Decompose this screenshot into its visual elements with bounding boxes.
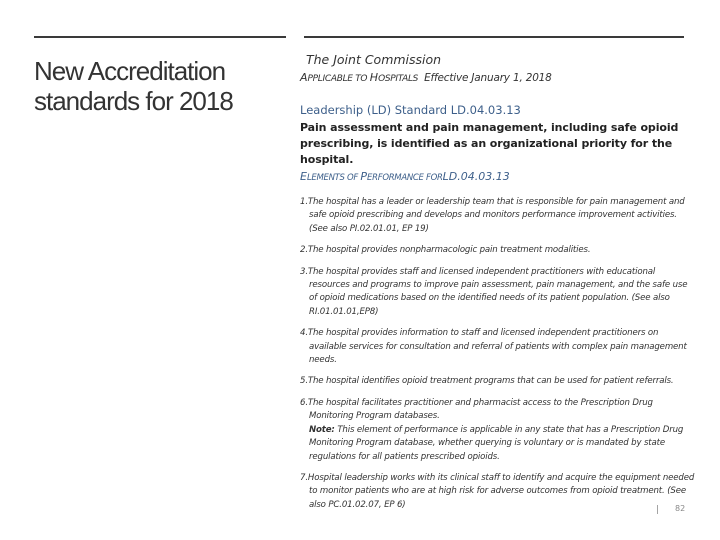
eop-heading <box>300 169 695 186</box>
standard-heading: Leadership (LD) Standard LD.04.03.13 <box>300 103 521 117</box>
list-item: 7.Hospital leadership works with its clinical staff to identify and acquire the equipment needed to monitor patients who are at high risk for adverse outcomes from opioid treatment. (See also PC.01.02.07, EP 6) <box>300 472 695 510</box>
page-number: 82 <box>675 504 686 513</box>
right-divider <box>304 36 684 38</box>
list-item-with-note <box>300 397 695 464</box>
eop-initial: E <box>300 170 307 183</box>
eop-list <box>300 196 695 512</box>
list-item: 5.The hospital identifies opioid treatment programs that can be used for patient referrals. <box>300 376 674 387</box>
eop-rest: ERFORMANCE FOR <box>367 173 443 183</box>
organization-name: The Joint Commission <box>306 52 442 67</box>
note-text: This element of performance is applicable in any state that has a Prescription Drug Monitoring Program database, whether querying is voluntary or is mandated by state regulations for all patients prescribed opioids. <box>309 424 684 462</box>
list-item: 1.The hospital has a leader or leadership team that is responsible for pain management and safe opioid prescribing and develops and monitors performance improvement activities. (See also PI.02.01.01, EP 19) <box>300 197 685 234</box>
left-divider <box>34 36 286 38</box>
list-item-text: 6.The hospital facilitates practitioner and pharmacist access to the Prescription Drug Monitoring Program databases. <box>300 397 653 422</box>
hospitals-initial: H <box>369 71 379 84</box>
applicable-rest: PPLICABLE TO <box>307 74 370 84</box>
note-label: Note: <box>309 424 335 435</box>
list-item: 2.The hospital provides nonpharmacologic pain treatment modalities. <box>300 245 591 256</box>
applicable-initial: A <box>300 71 308 84</box>
standard-text: Pain assessment and pain management, including safe opioid prescribing, is identified as an organizational priority for the hospital. <box>300 121 679 166</box>
eop-p-initial: P <box>360 170 368 183</box>
effective-date: Effective January 1, 2018 <box>424 72 552 84</box>
title-line-2: standards for 2018 <box>34 86 233 116</box>
list-item: 4.The hospital provides information to staff and licensed independent practitioners on available services for consultation and referral of patients with complex pain management needs. <box>300 328 687 366</box>
slide-title <box>34 56 284 116</box>
slide-content <box>300 52 695 520</box>
eop-mid: LEMENTS OF <box>306 173 361 183</box>
list-item: 3.The hospital provides staff and licensed independent practitioners with educational resources and programs to improve pain assessment, pain management, and the safe use of opioid medications based on the identified needs of its patient population. (See also RI.01.01.01,EP8) <box>300 266 688 317</box>
hospitals-rest: OSPITALS <box>378 74 419 84</box>
title-line-1: New Accreditation <box>34 56 226 86</box>
applicability-line <box>300 70 695 87</box>
footer-divider: | <box>656 505 660 515</box>
eop-code: LD.04.03.13 <box>442 170 510 183</box>
